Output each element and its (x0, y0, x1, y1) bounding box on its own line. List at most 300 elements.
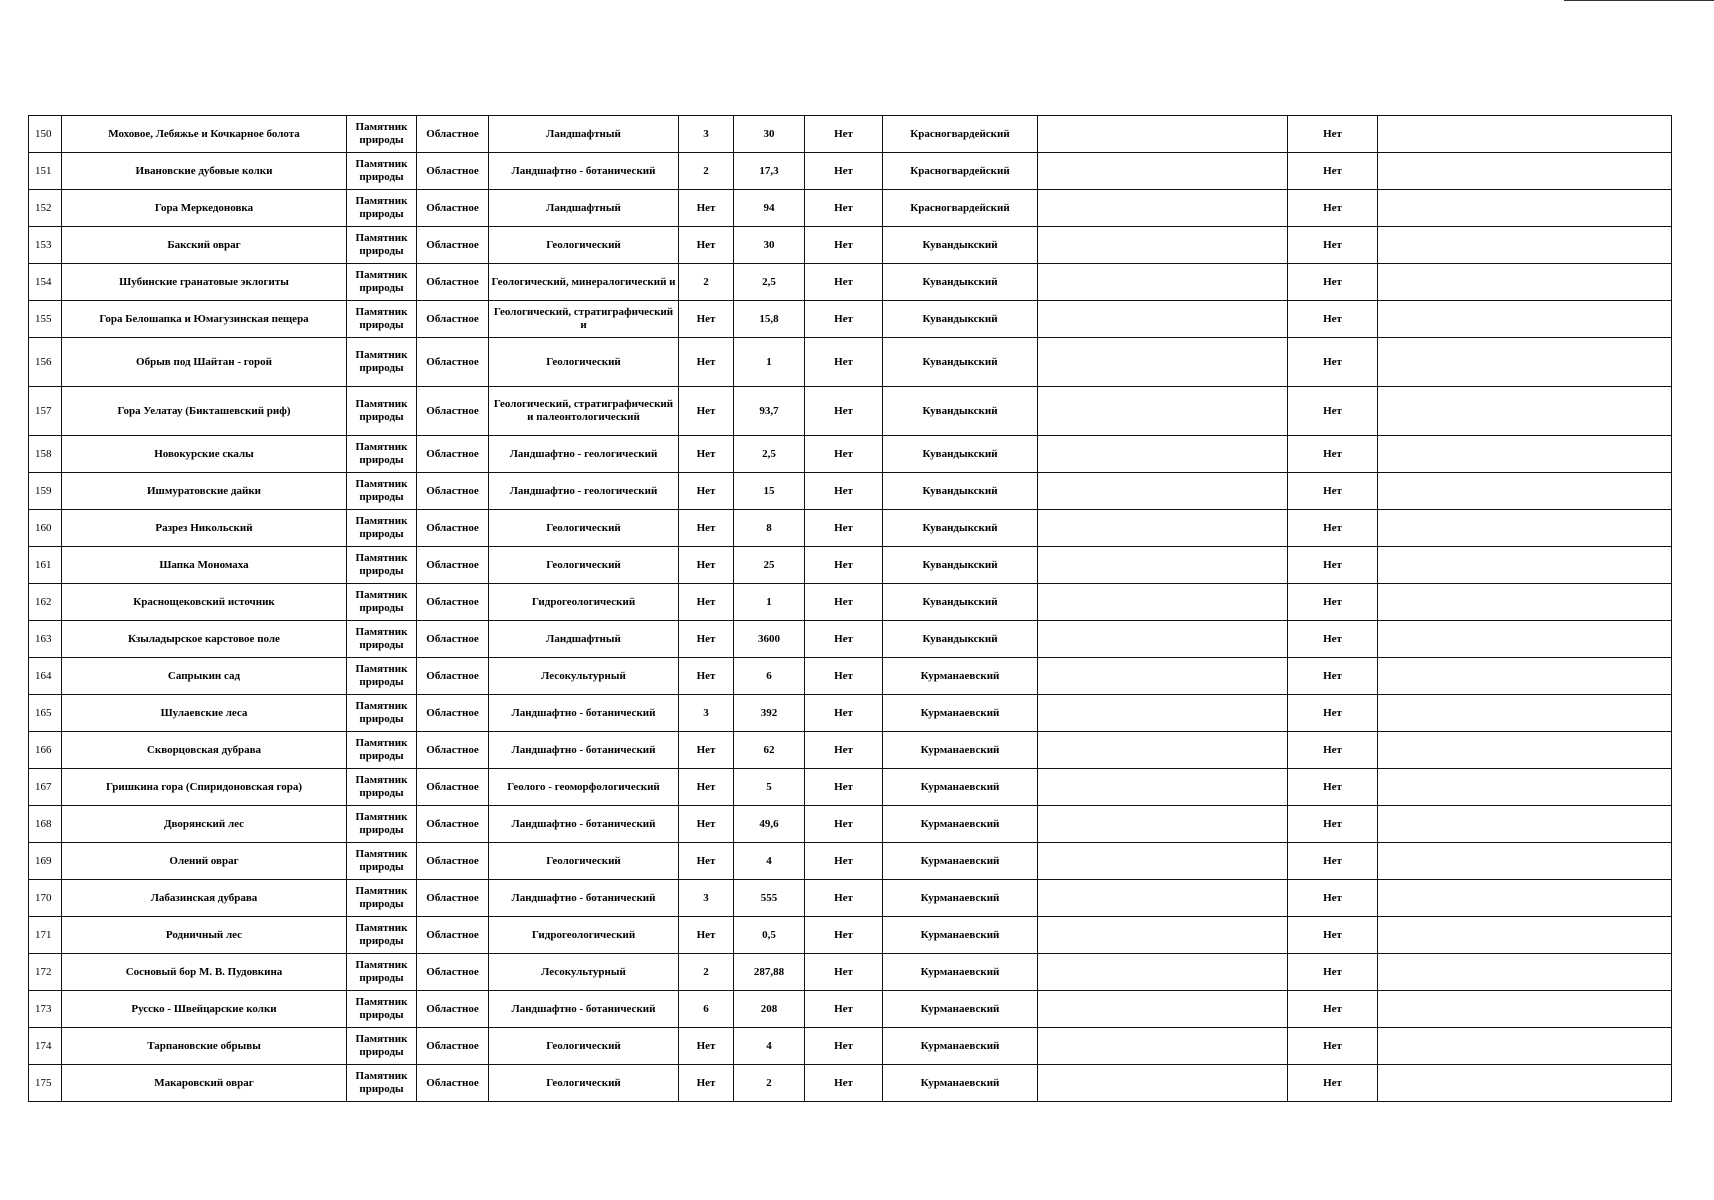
district: Кувандыкский (883, 264, 1038, 301)
category-line-1: Памятник (355, 589, 408, 601)
notes-cell (1038, 880, 1288, 917)
significance: Областное (417, 658, 489, 695)
profile: Геологический, минералогический и (489, 264, 679, 301)
table-row (29, 1028, 1672, 1065)
monument-name: Тарпановские обрывы (62, 1028, 347, 1065)
category-line-1: Памятник (355, 700, 408, 712)
cluster-count: Нет (679, 227, 734, 264)
district: Кувандыкский (883, 584, 1038, 621)
cluster-count: Нет (679, 547, 734, 584)
status-cell: Нет (1288, 658, 1378, 695)
notes-cell (1038, 806, 1288, 843)
buffer-zone: Нет (805, 436, 883, 473)
profile: Ландшафтно - ботанический (489, 880, 679, 917)
monument-category (347, 880, 417, 917)
extra-cell (1378, 991, 1672, 1028)
status-cell: Нет (1288, 227, 1378, 264)
significance: Областное (417, 917, 489, 954)
monument-category (347, 732, 417, 769)
area-ha: 30 (734, 116, 805, 153)
significance: Областное (417, 1065, 489, 1102)
significance: Областное (417, 264, 489, 301)
category-line-1: Памятник (355, 848, 408, 860)
row-number: 159 (29, 473, 62, 510)
status-cell: Нет (1288, 584, 1378, 621)
profile: Геологический (489, 510, 679, 547)
profile: Ландшафтно - ботанический (489, 732, 679, 769)
buffer-zone: Нет (805, 153, 883, 190)
monument-name: Гора Меркедоновка (62, 190, 347, 227)
status-cell: Нет (1288, 116, 1378, 153)
status-cell: Нет (1288, 473, 1378, 510)
table-row (29, 436, 1672, 473)
extra-cell (1378, 510, 1672, 547)
profile: Геолого - геоморфологический (489, 769, 679, 806)
cluster-count: Нет (679, 621, 734, 658)
notes-cell (1038, 1065, 1288, 1102)
table-row (29, 153, 1672, 190)
district: Курманаевский (883, 695, 1038, 732)
monument-name: Бакский овраг (62, 227, 347, 264)
cluster-count: Нет (679, 301, 734, 338)
district: Курманаевский (883, 954, 1038, 991)
notes-cell (1038, 584, 1288, 621)
district: Курманаевский (883, 880, 1038, 917)
district: Курманаевский (883, 1065, 1038, 1102)
cluster-count: Нет (679, 510, 734, 547)
row-number: 175 (29, 1065, 62, 1102)
significance: Областное (417, 806, 489, 843)
monument-category (347, 510, 417, 547)
monument-category (347, 769, 417, 806)
row-number: 152 (29, 190, 62, 227)
notes-cell (1038, 473, 1288, 510)
monument-category (347, 658, 417, 695)
notes-cell (1038, 153, 1288, 190)
district: Кувандыкский (883, 436, 1038, 473)
page-corner-mark (1564, 0, 1714, 3)
category-line-2: природы (359, 282, 404, 294)
district: Курманаевский (883, 917, 1038, 954)
category-line-1: Памятник (355, 269, 408, 281)
district: Курманаевский (883, 991, 1038, 1028)
extra-cell (1378, 732, 1672, 769)
buffer-zone: Нет (805, 227, 883, 264)
buffer-zone: Нет (805, 190, 883, 227)
category-line-1: Памятник (355, 441, 408, 453)
cluster-count: Нет (679, 584, 734, 621)
monument-name: Макаровский овраг (62, 1065, 347, 1102)
extra-cell (1378, 387, 1672, 436)
district: Кувандыкский (883, 473, 1038, 510)
monument-category (347, 917, 417, 954)
buffer-zone: Нет (805, 843, 883, 880)
category-line-2: природы (359, 411, 404, 423)
table-row (29, 473, 1672, 510)
buffer-zone: Нет (805, 510, 883, 547)
buffer-zone: Нет (805, 264, 883, 301)
row-number: 153 (29, 227, 62, 264)
buffer-zone: Нет (805, 116, 883, 153)
table-row (29, 338, 1672, 387)
buffer-zone: Нет (805, 1028, 883, 1065)
district: Кувандыкский (883, 227, 1038, 264)
category-line-1: Памятник (355, 349, 408, 361)
significance: Областное (417, 153, 489, 190)
buffer-zone: Нет (805, 584, 883, 621)
category-line-2: природы (359, 935, 404, 947)
row-number: 161 (29, 547, 62, 584)
district: Красногвардейский (883, 190, 1038, 227)
category-line-2: природы (359, 208, 404, 220)
table-row (29, 190, 1672, 227)
notes-cell (1038, 732, 1288, 769)
significance: Областное (417, 695, 489, 732)
notes-cell (1038, 769, 1288, 806)
monument-category (347, 621, 417, 658)
notes-cell (1038, 116, 1288, 153)
cluster-count: 3 (679, 880, 734, 917)
buffer-zone: Нет (805, 695, 883, 732)
status-cell: Нет (1288, 1065, 1378, 1102)
status-cell: Нет (1288, 695, 1378, 732)
row-number: 151 (29, 153, 62, 190)
district: Кувандыкский (883, 621, 1038, 658)
buffer-zone: Нет (805, 917, 883, 954)
significance: Областное (417, 227, 489, 264)
significance: Областное (417, 116, 489, 153)
notes-cell (1038, 991, 1288, 1028)
category-line-2: природы (359, 362, 404, 374)
significance: Областное (417, 473, 489, 510)
monument-category (347, 1065, 417, 1102)
monument-category (347, 153, 417, 190)
area-ha: 6 (734, 658, 805, 695)
category-line-1: Памятник (355, 306, 408, 318)
profile: Ландшафтный (489, 116, 679, 153)
cluster-count: Нет (679, 436, 734, 473)
table-row (29, 695, 1672, 732)
notes-cell (1038, 301, 1288, 338)
buffer-zone: Нет (805, 301, 883, 338)
buffer-zone: Нет (805, 880, 883, 917)
profile: Геологический (489, 338, 679, 387)
category-line-2: природы (359, 319, 404, 331)
category-line-2: природы (359, 824, 404, 836)
table-row (29, 227, 1672, 264)
status-cell: Нет (1288, 264, 1378, 301)
table-body (29, 116, 1672, 1102)
status-cell: Нет (1288, 547, 1378, 584)
profile: Гидрогеологический (489, 584, 679, 621)
monument-category (347, 584, 417, 621)
monument-category (347, 436, 417, 473)
table-row (29, 880, 1672, 917)
extra-cell (1378, 436, 1672, 473)
status-cell: Нет (1288, 917, 1378, 954)
monument-name: Новокурские скалы (62, 436, 347, 473)
profile: Лесокультурный (489, 954, 679, 991)
monument-category (347, 806, 417, 843)
category-line-2: природы (359, 787, 404, 799)
status-cell: Нет (1288, 732, 1378, 769)
buffer-zone: Нет (805, 991, 883, 1028)
cluster-count: Нет (679, 473, 734, 510)
extra-cell (1378, 473, 1672, 510)
area-ha: 5 (734, 769, 805, 806)
row-number: 160 (29, 510, 62, 547)
monument-name: Гришкина гора (Спиридоновская гора) (62, 769, 347, 806)
area-ha: 208 (734, 991, 805, 1028)
category-line-2: природы (359, 676, 404, 688)
monument-name: Ишмуратовские дайки (62, 473, 347, 510)
area-ha: 15 (734, 473, 805, 510)
category-line-2: природы (359, 528, 404, 540)
district: Кувандыкский (883, 338, 1038, 387)
cluster-count: Нет (679, 806, 734, 843)
cluster-count: 2 (679, 954, 734, 991)
row-number: 172 (29, 954, 62, 991)
significance: Областное (417, 769, 489, 806)
cluster-count: Нет (679, 843, 734, 880)
monument-category (347, 1028, 417, 1065)
monument-name: Моховое, Лебяжье и Кочкарное болота (62, 116, 347, 153)
notes-cell (1038, 227, 1288, 264)
district: Кувандыкский (883, 387, 1038, 436)
table-row (29, 991, 1672, 1028)
cluster-count: Нет (679, 387, 734, 436)
row-number: 155 (29, 301, 62, 338)
cluster-count: Нет (679, 338, 734, 387)
category-line-2: природы (359, 639, 404, 651)
district: Кувандыкский (883, 301, 1038, 338)
category-line-1: Памятник (355, 811, 408, 823)
area-ha: 30 (734, 227, 805, 264)
notes-cell (1038, 658, 1288, 695)
extra-cell (1378, 264, 1672, 301)
area-ha: 1 (734, 584, 805, 621)
cluster-count: Нет (679, 732, 734, 769)
monument-category (347, 695, 417, 732)
row-number: 164 (29, 658, 62, 695)
row-number: 165 (29, 695, 62, 732)
monument-name: Олений овраг (62, 843, 347, 880)
profile: Лесокультурный (489, 658, 679, 695)
category-line-1: Памятник (355, 922, 408, 934)
notes-cell (1038, 264, 1288, 301)
notes-cell (1038, 387, 1288, 436)
category-line-2: природы (359, 565, 404, 577)
category-line-1: Памятник (355, 626, 408, 638)
notes-cell (1038, 547, 1288, 584)
status-cell: Нет (1288, 436, 1378, 473)
table-row (29, 116, 1672, 153)
buffer-zone: Нет (805, 732, 883, 769)
cluster-count: 3 (679, 116, 734, 153)
district: Курманаевский (883, 806, 1038, 843)
table-row (29, 301, 1672, 338)
area-ha: 94 (734, 190, 805, 227)
profile: Ландшафтно - ботанический (489, 153, 679, 190)
extra-cell (1378, 116, 1672, 153)
monument-name: Русско - Швейцарские колки (62, 991, 347, 1028)
monument-category (347, 547, 417, 584)
extra-cell (1378, 1065, 1672, 1102)
status-cell: Нет (1288, 769, 1378, 806)
status-cell: Нет (1288, 991, 1378, 1028)
notes-cell (1038, 338, 1288, 387)
notes-cell (1038, 695, 1288, 732)
table-row (29, 387, 1672, 436)
category-line-1: Памятник (355, 195, 408, 207)
profile: Ландшафтно - геологический (489, 436, 679, 473)
extra-cell (1378, 806, 1672, 843)
profile: Ландшафтно - ботанический (489, 806, 679, 843)
district: Курманаевский (883, 1028, 1038, 1065)
notes-cell (1038, 436, 1288, 473)
notes-cell (1038, 190, 1288, 227)
category-line-1: Памятник (355, 885, 408, 897)
area-ha: 25 (734, 547, 805, 584)
monument-name: Скворцовская дубрава (62, 732, 347, 769)
area-ha: 93,7 (734, 387, 805, 436)
monument-name: Лабазинская дубрава (62, 880, 347, 917)
extra-cell (1378, 954, 1672, 991)
cluster-count: Нет (679, 190, 734, 227)
notes-cell (1038, 954, 1288, 991)
table-row (29, 658, 1672, 695)
status-cell: Нет (1288, 153, 1378, 190)
cluster-count: Нет (679, 658, 734, 695)
row-number: 174 (29, 1028, 62, 1065)
row-number: 171 (29, 917, 62, 954)
table-row (29, 547, 1672, 584)
table-row (29, 584, 1672, 621)
extra-cell (1378, 769, 1672, 806)
profile: Геологический, стратиграфический и (489, 301, 679, 338)
area-ha: 3600 (734, 621, 805, 658)
extra-cell (1378, 190, 1672, 227)
significance: Областное (417, 1028, 489, 1065)
extra-cell (1378, 1028, 1672, 1065)
status-cell: Нет (1288, 843, 1378, 880)
monument-category (347, 227, 417, 264)
category-line-1: Памятник (355, 398, 408, 410)
table-row (29, 1065, 1672, 1102)
category-line-2: природы (359, 972, 404, 984)
category-line-2: природы (359, 171, 404, 183)
category-line-2: природы (359, 454, 404, 466)
category-line-1: Памятник (355, 774, 408, 786)
monument-category (347, 301, 417, 338)
profile: Геологический (489, 1028, 679, 1065)
notes-cell (1038, 843, 1288, 880)
significance: Областное (417, 732, 489, 769)
row-number: 154 (29, 264, 62, 301)
category-line-1: Памятник (355, 232, 408, 244)
extra-cell (1378, 917, 1672, 954)
monument-name: Сапрыкин сад (62, 658, 347, 695)
category-line-2: природы (359, 1083, 404, 1095)
buffer-zone: Нет (805, 547, 883, 584)
significance: Областное (417, 338, 489, 387)
monument-name: Родничный лес (62, 917, 347, 954)
category-line-1: Памятник (355, 158, 408, 170)
area-ha: 2 (734, 1065, 805, 1102)
significance: Областное (417, 510, 489, 547)
buffer-zone: Нет (805, 954, 883, 991)
category-line-1: Памятник (355, 515, 408, 527)
monument-category (347, 338, 417, 387)
significance: Областное (417, 584, 489, 621)
district: Красногвардейский (883, 153, 1038, 190)
significance: Областное (417, 547, 489, 584)
area-ha: 392 (734, 695, 805, 732)
monument-name: Гора Белошапка и Юмагузинская пещера (62, 301, 347, 338)
monument-name: Шулаевские леса (62, 695, 347, 732)
significance: Областное (417, 880, 489, 917)
table-row (29, 917, 1672, 954)
cluster-count: Нет (679, 1028, 734, 1065)
significance: Областное (417, 436, 489, 473)
area-ha: 4 (734, 843, 805, 880)
area-ha: 15,8 (734, 301, 805, 338)
status-cell: Нет (1288, 190, 1378, 227)
buffer-zone: Нет (805, 621, 883, 658)
significance: Областное (417, 954, 489, 991)
significance: Областное (417, 991, 489, 1028)
category-line-2: природы (359, 898, 404, 910)
extra-cell (1378, 227, 1672, 264)
status-cell: Нет (1288, 338, 1378, 387)
category-line-1: Памятник (355, 663, 408, 675)
extra-cell (1378, 695, 1672, 732)
district: Курманаевский (883, 658, 1038, 695)
monument-category (347, 991, 417, 1028)
district: Курманаевский (883, 732, 1038, 769)
row-number: 150 (29, 116, 62, 153)
status-cell: Нет (1288, 387, 1378, 436)
monument-category (347, 190, 417, 227)
monument-name: Краснощековский источник (62, 584, 347, 621)
profile: Геологический (489, 547, 679, 584)
area-ha: 62 (734, 732, 805, 769)
district: Кувандыкский (883, 547, 1038, 584)
area-ha: 1 (734, 338, 805, 387)
buffer-zone: Нет (805, 806, 883, 843)
row-number: 169 (29, 843, 62, 880)
monument-name: Гора Уелатау (Бикташевский риф) (62, 387, 347, 436)
row-number: 163 (29, 621, 62, 658)
profile: Ландшафтно - ботанический (489, 695, 679, 732)
district: Курманаевский (883, 769, 1038, 806)
extra-cell (1378, 658, 1672, 695)
table-row (29, 264, 1672, 301)
category-line-1: Памятник (355, 552, 408, 564)
significance: Областное (417, 387, 489, 436)
monument-name: Дворянский лес (62, 806, 347, 843)
profile: Геологический (489, 1065, 679, 1102)
significance: Областное (417, 621, 489, 658)
extra-cell (1378, 584, 1672, 621)
row-number: 170 (29, 880, 62, 917)
monument-name: Сосновый бор М. В. Пудовкина (62, 954, 347, 991)
category-line-1: Памятник (355, 737, 408, 749)
buffer-zone: Нет (805, 338, 883, 387)
profile: Ландшафтный (489, 621, 679, 658)
extra-cell (1378, 621, 1672, 658)
buffer-zone: Нет (805, 1065, 883, 1102)
